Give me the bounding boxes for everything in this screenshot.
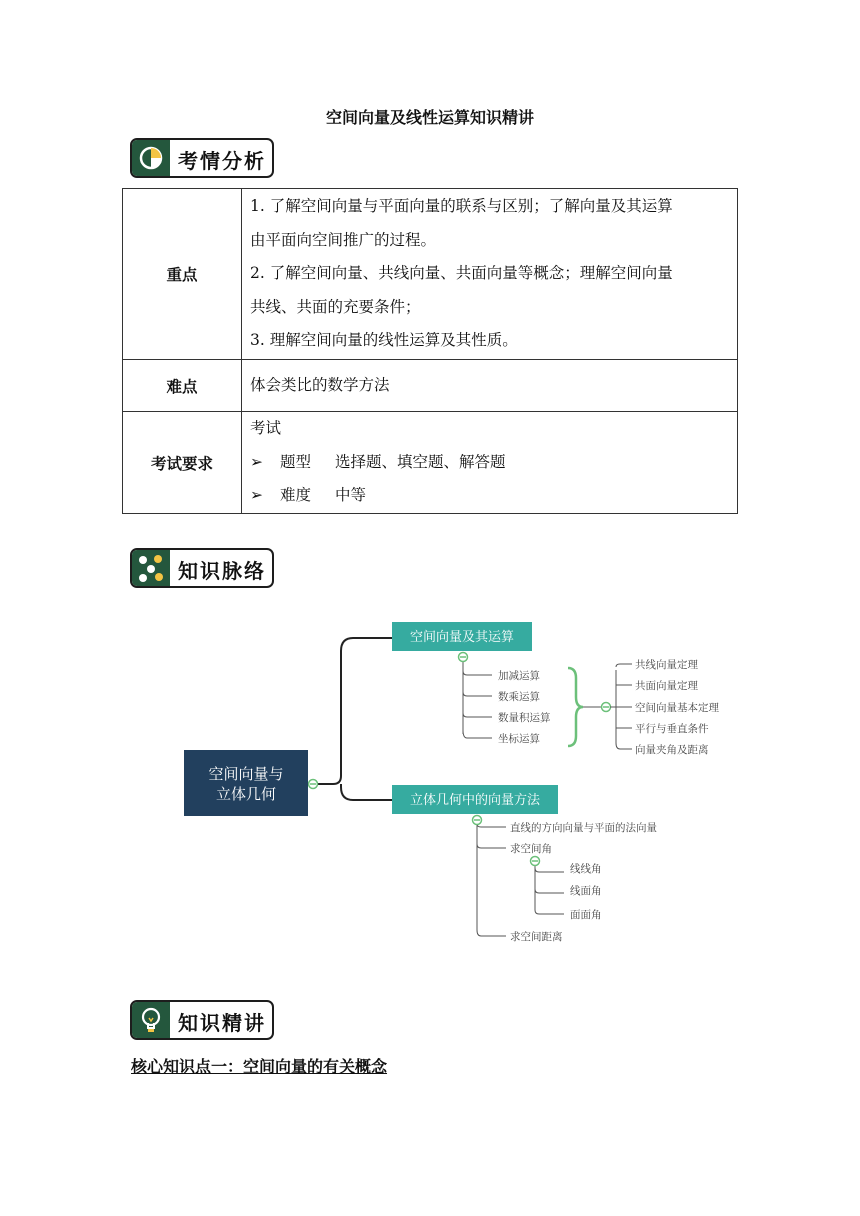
table-row bbox=[123, 360, 738, 412]
angle-item: 面面角 bbox=[570, 909, 602, 921]
key-point-line: 3. 理解空间向量的线性运算及其性质。 bbox=[250, 331, 518, 350]
difficulty-label: 难点 bbox=[123, 360, 242, 412]
exam-item-value: 中等 bbox=[335, 486, 367, 505]
collapse-toggle-icon[interactable] bbox=[531, 857, 540, 866]
exam-item bbox=[250, 479, 729, 513]
method-item: 直线的方向向量与平面的法向量 bbox=[510, 822, 657, 834]
op-item: 数乘运算 bbox=[498, 691, 540, 703]
key-points-content bbox=[242, 189, 738, 360]
branch-label: 空间向量及其运算 bbox=[409, 630, 515, 645]
angle-item: 线线角 bbox=[570, 863, 602, 875]
branch-label: 立体几何中的向量方法 bbox=[409, 793, 541, 808]
exam-header: 考试 bbox=[250, 419, 282, 438]
theorem-item: 向量夹角及距离 bbox=[635, 744, 709, 756]
method-item: 求空间距离 bbox=[510, 931, 563, 943]
exam-item-key: 难度 bbox=[280, 486, 312, 505]
lightbulb-icon bbox=[132, 1002, 170, 1038]
exam-item-key: 题型 bbox=[280, 452, 312, 471]
core-point-heading: 核心知识点一：空间向量的有关概念 bbox=[131, 1057, 388, 1076]
angle-item: 线面角 bbox=[570, 885, 602, 897]
section-title: 考情分析 bbox=[178, 149, 266, 173]
network-icon bbox=[132, 550, 170, 586]
section-badge-network bbox=[130, 548, 274, 588]
key-point-line: 由平面向空间推广的过程。 bbox=[250, 230, 437, 249]
root-node[interactable] bbox=[184, 750, 308, 816]
theorem-item: 共面向量定理 bbox=[635, 680, 698, 692]
exam-label: 考试要求 bbox=[123, 412, 242, 514]
analysis-table bbox=[122, 188, 738, 514]
pie-chart-icon bbox=[132, 140, 170, 176]
key-point-line: 1. 了解空间向量与平面向量的联系与区别；了解向量及其运算 bbox=[250, 197, 673, 216]
collapse-toggle-icon[interactable] bbox=[309, 780, 318, 789]
exam-item bbox=[250, 446, 729, 480]
table-row bbox=[123, 189, 738, 360]
key-points-label: 重点 bbox=[123, 189, 242, 360]
arrow-bullet-icon: ➢ bbox=[250, 452, 263, 471]
arrow-bullet-icon: ➢ bbox=[250, 486, 263, 505]
op-item: 坐标运算 bbox=[498, 733, 540, 745]
section-title: 知识脉络 bbox=[178, 559, 266, 583]
collapse-toggle-icon[interactable] bbox=[473, 816, 482, 825]
section-title: 知识精讲 bbox=[178, 1011, 266, 1035]
brace-icon bbox=[568, 668, 583, 746]
exam-content bbox=[242, 412, 738, 514]
section-badge-lecture bbox=[130, 1000, 274, 1040]
document-title: 空间向量及线性运算知识精讲 bbox=[325, 108, 534, 127]
key-point-line: 2. 了解空间向量、共线向量、共面向量等概念；理解空间向量 bbox=[250, 264, 673, 283]
root-label: 空间向量与 bbox=[208, 765, 284, 783]
difficulty-content: 体会类比的数学方法 bbox=[242, 360, 738, 412]
collapse-toggle-icon[interactable] bbox=[602, 703, 611, 712]
root-label: 立体几何 bbox=[215, 785, 277, 803]
theorem-item: 空间向量基本定理 bbox=[635, 702, 719, 714]
section-badge-analysis bbox=[130, 138, 274, 178]
table-row bbox=[123, 412, 738, 514]
op-item: 加减运算 bbox=[498, 670, 540, 682]
exam-item-value: 选择题、填空题、解答题 bbox=[335, 452, 506, 471]
mind-map bbox=[180, 615, 740, 955]
op-item: 数量积运算 bbox=[498, 712, 551, 724]
key-point-line: 共线、共面的充要条件； bbox=[250, 297, 421, 316]
theorem-item: 平行与垂直条件 bbox=[635, 723, 709, 735]
theorem-item: 共线向量定理 bbox=[635, 659, 698, 671]
collapse-toggle-icon[interactable] bbox=[459, 653, 468, 662]
method-item: 求空间角 bbox=[510, 843, 552, 855]
